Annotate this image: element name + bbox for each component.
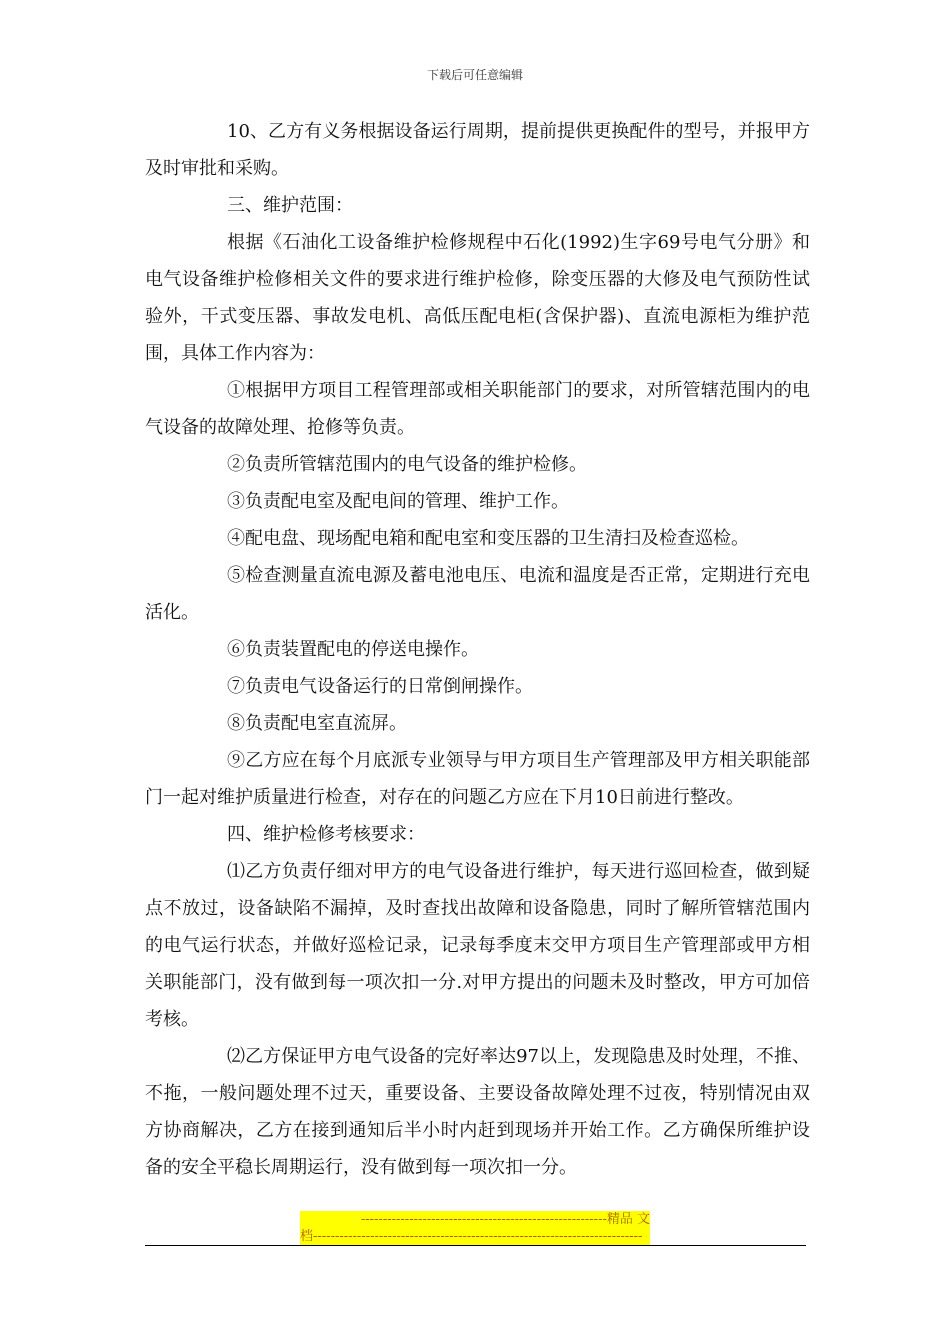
list-item-5: ⑤检查测量直流电源及蓄电池电压、电流和温度是否正常，定期进行充电活化。: [145, 565, 810, 623]
footer-line-2: 档---------------------------------------------------------------------------: [300, 1229, 643, 1244]
requirement-1: ⑴乙方负责仔细对甲方的电气设备进行维护，每天进行巡回检查，做到疑点不放过，设备缺陷不漏掉，及时查找出故障和设备隐患，同时了解所管辖范围内的电气运行状态，并做好巡检记录，记录每季度末交甲方项目生产管理部或甲方相关职能部门，没有做到每一项次扣一分.对甲方提出的问题未及时整改，甲方可加倍考核。: [145, 861, 810, 1030]
list-item-4: ④配电盘、现场配电箱和配电室和变压器的卫生清扫及检查巡检。: [227, 528, 749, 549]
list-item-2: ②负责所管辖范围内的电气设备的维护检修。: [227, 454, 587, 475]
section-heading-3: 三、维护范围：: [227, 195, 353, 216]
list-item-1: ①根据甲方项目工程管理部或相关职能部门的要求，对所管辖范围内的电气设备的故障处理、抢修等负责。: [145, 380, 810, 438]
list-item-7: ⑦负责电气设备运行的日常倒闸操作。: [227, 676, 533, 697]
footer-line-1: --------------------------------------------------------精品 文: [360, 1212, 650, 1227]
footer-rule: [145, 1245, 806, 1246]
requirement-2: ⑵乙方保证甲方电气设备的完好率达97以上，发现隐患及时处理，不推、不拖，一般问题处理不过天，重要设备、主要设备故障处理不过夜，特别情况由双方协商解决，乙方在接到通知后半小时内赶到现场并开始工作。乙方确保所维护设备的安全平稳长周期运行，没有做到每一项次扣一分。: [145, 1046, 810, 1178]
list-item-9: ⑨乙方应在每个月底派专业领导与甲方项目生产管理部及甲方相关职能部门一起对维护质量进行检查，对存在的问题乙方应在下月10日前进行整改。: [145, 750, 810, 808]
list-item-3: ③负责配电室及配电间的管理、维护工作。: [227, 491, 569, 512]
page-header: 下载后可任意编辑: [426, 68, 523, 82]
paragraph-scope: 根据《石油化工设备维护检修规程中石化(1992)生字69号电气分册》和电气设备维护检修相关文件的要求进行维护检修，除变压器的大修及电气预防性试验外，干式变压器、事故发电机、高低压配电柜(含保护器)、直流电源柜为维护范围，具体工作内容为：: [145, 232, 810, 364]
section-heading-4: 四、维护检修考核要求：: [227, 824, 425, 845]
paragraph-10: 10、乙方有义务根据设备运行周期，提前提供更换配件的型号，并报甲方及时审批和采购。: [145, 121, 810, 179]
document-body: [145, 113, 810, 1186]
list-item-8: ⑧负责配电室直流屏。: [227, 713, 407, 734]
list-item-6: ⑥负责装置配电的停送电操作。: [227, 639, 479, 660]
